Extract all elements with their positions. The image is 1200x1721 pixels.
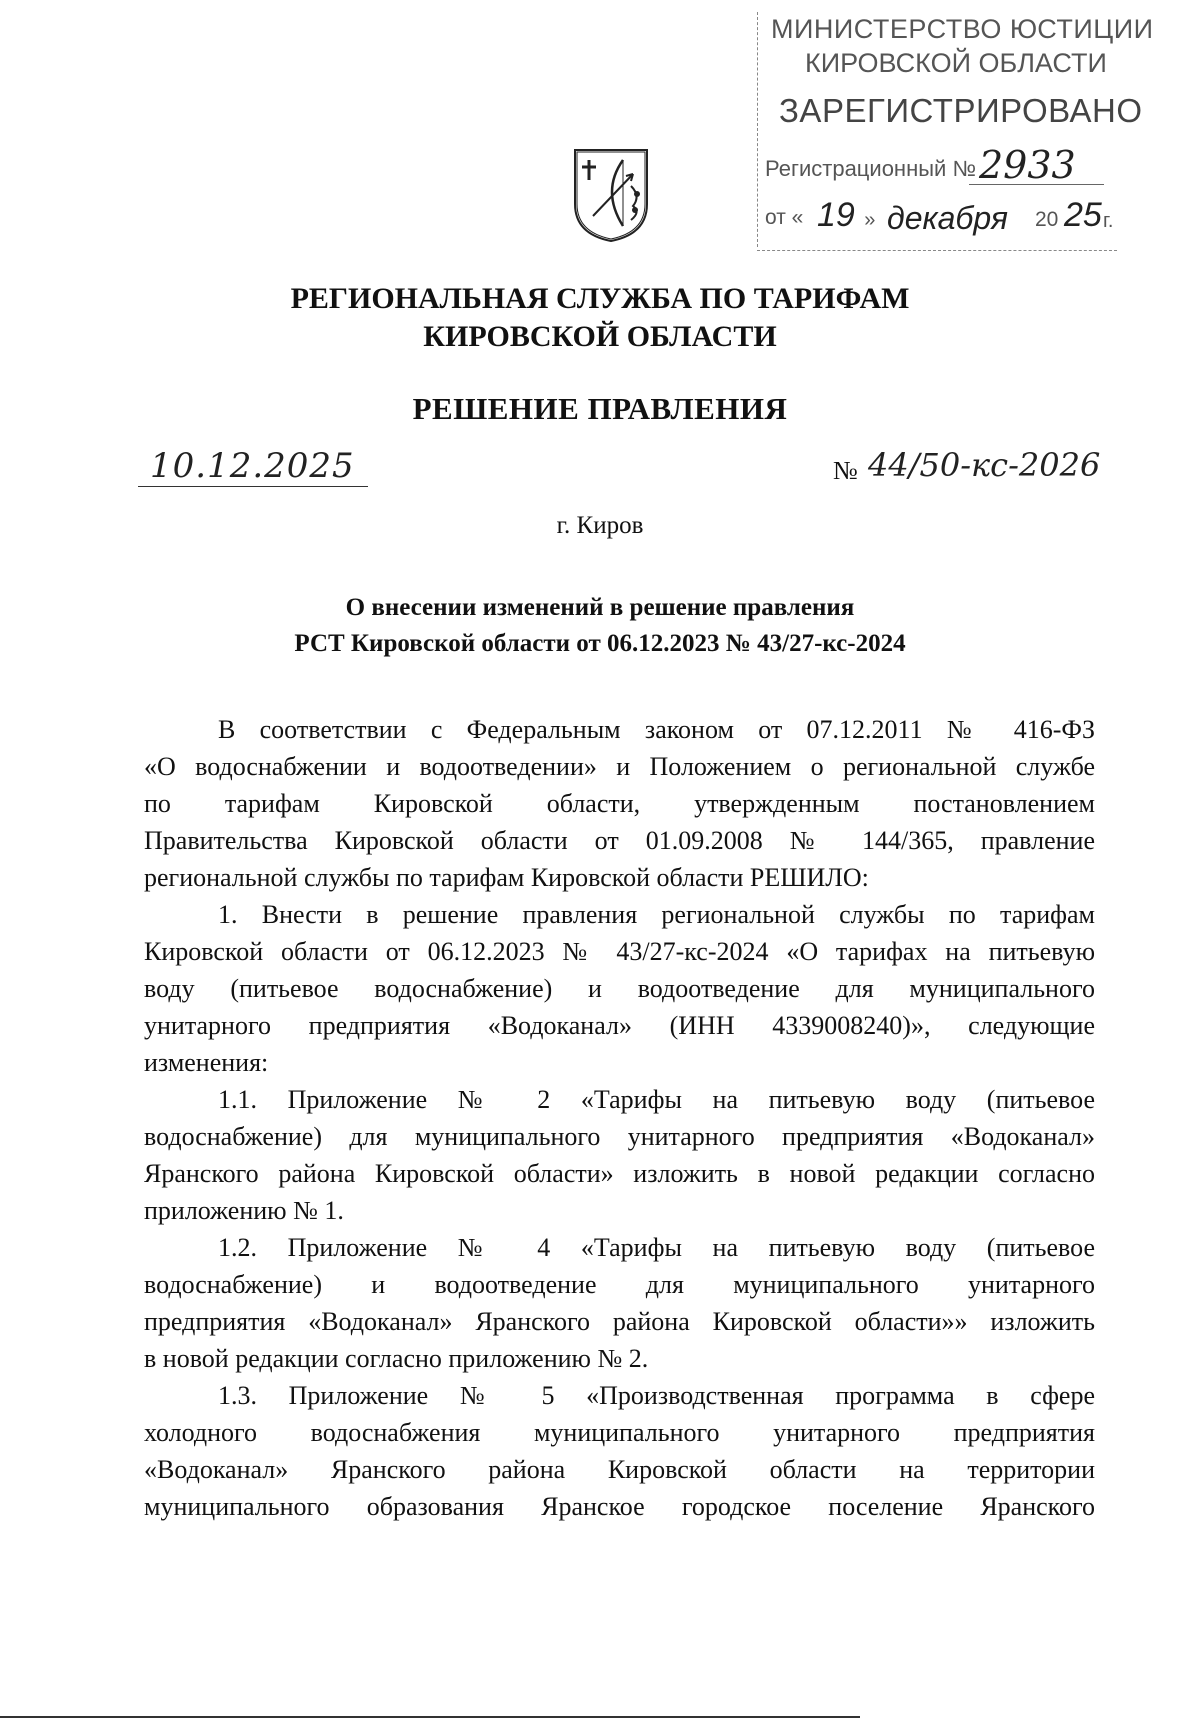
org-name-line2: КИРОВСКОЙ ОБЛАСТИ [423, 320, 777, 353]
body-line: «О водоснабжении и водоотведении» и Положением о региональной службе [144, 752, 1095, 781]
body-line: В соответствии с Федеральным законом от 07.12.2011 № 416-ФЗ [218, 715, 1095, 744]
body-line: воду (питьевое водоснабжение) и водоотведение для муниципального [144, 974, 1095, 1003]
stamp-day-close: » [864, 209, 876, 231]
stamp-reg-label: Регистрационный № [765, 156, 977, 181]
body-line: в новой редакции согласно приложению № 2. [144, 1344, 649, 1373]
coat-of-arms-icon [571, 146, 651, 244]
date-underline [138, 486, 368, 487]
stamp-year-suffix: 25 [1064, 196, 1102, 234]
body-line: унитарного предприятия «Водоканал» (ИНН 4339008240)», следующие [144, 1011, 1095, 1040]
stamp-year-prefix: 20 [1035, 208, 1059, 231]
stamp-status: ЗАРЕГИСТРИРОВАНО [779, 92, 1143, 129]
stamp-day-value: 19 [817, 196, 855, 234]
body-line: «Водоканал» Яранского района Кировской области на территории [144, 1455, 1095, 1484]
body-line: приложению № 1. [144, 1196, 344, 1225]
body-line: региональной службы по тарифам Кировской области РЕШИЛО: [144, 863, 869, 892]
decision-number: 44/50-кс-2026 [868, 446, 1101, 484]
body-line: 1. Внести в решение правления региональной службы по тарифам [218, 900, 1095, 929]
stamp-day [817, 196, 875, 235]
stamp-from-label: от « [765, 206, 804, 229]
body-line: водоснабжение) и водоотведение для муниципального унитарного [144, 1270, 1095, 1299]
body-line: Кировской области от 06.12.2023 № 43/27-кс-2024 «О тарифах на питьевую [144, 937, 1095, 966]
registration-stamp [757, 6, 1154, 252]
stamp-border-bottom [757, 250, 1117, 251]
stamp-reg-underline [969, 184, 1104, 185]
body-line: водоснабжение) для муниципального унитарного предприятия «Водоканал» [144, 1122, 1095, 1151]
org-name-line1: РЕГИОНАЛЬНАЯ СЛУЖБА ПО ТАРИФАМ [290, 282, 910, 315]
stamp-ministry-line1: МИНИСТЕРСТВО ЮСТИЦИИ [771, 14, 1154, 44]
number-label: № [833, 456, 858, 485]
city: г. Киров [556, 512, 644, 539]
doc-type-title: РЕШЕНИЕ ПРАВЛЕНИЯ [412, 391, 788, 426]
stamp-ministry-line2: КИРОВСКОЙ ОБЛАСТИ [805, 48, 1107, 78]
stamp-reg-number: 2933 [979, 143, 1076, 187]
body-line: по тарифам Кировской области, утвержденным постановлением [144, 789, 1095, 818]
body-line: Правительства Кировской области от 01.09.2008 № 144/365, правление [144, 826, 1095, 855]
bottom-scan-edge [0, 1716, 860, 1718]
body-line: 1.1. Приложение № 2 «Тарифы на питьевую воду (питьевое [218, 1085, 1095, 1114]
stamp-year-unit: г. [1103, 210, 1114, 232]
stamp-month: декабря [887, 200, 1008, 236]
body-line: изменения: [144, 1048, 269, 1077]
stamp-border-left [757, 12, 758, 247]
decision-date: 10.12.2025 [150, 446, 355, 486]
body-line: 1.3. Приложение № 5 «Производственная программа в сфере [218, 1381, 1095, 1410]
body-line: 1.2. Приложение № 4 «Тарифы на питьевую воду (питьевое [218, 1233, 1095, 1262]
body-line: предприятия «Водоканал» Яранского района Кировской области»» изложить [144, 1307, 1095, 1336]
subject-line2: РСТ Кировской области от 06.12.2023 № 43/27-кс-2024 [294, 630, 906, 657]
body-line: Яранского района Кировской области» изложить в новой редакции согласно [144, 1159, 1095, 1188]
body-line: холодного водоснабжения муниципального унитарного предприятия [144, 1418, 1095, 1447]
subject-line1: О внесении изменений в решение правления [345, 594, 855, 621]
body-line: муниципального образования Яранское городское поселение Яранского [144, 1492, 1095, 1521]
